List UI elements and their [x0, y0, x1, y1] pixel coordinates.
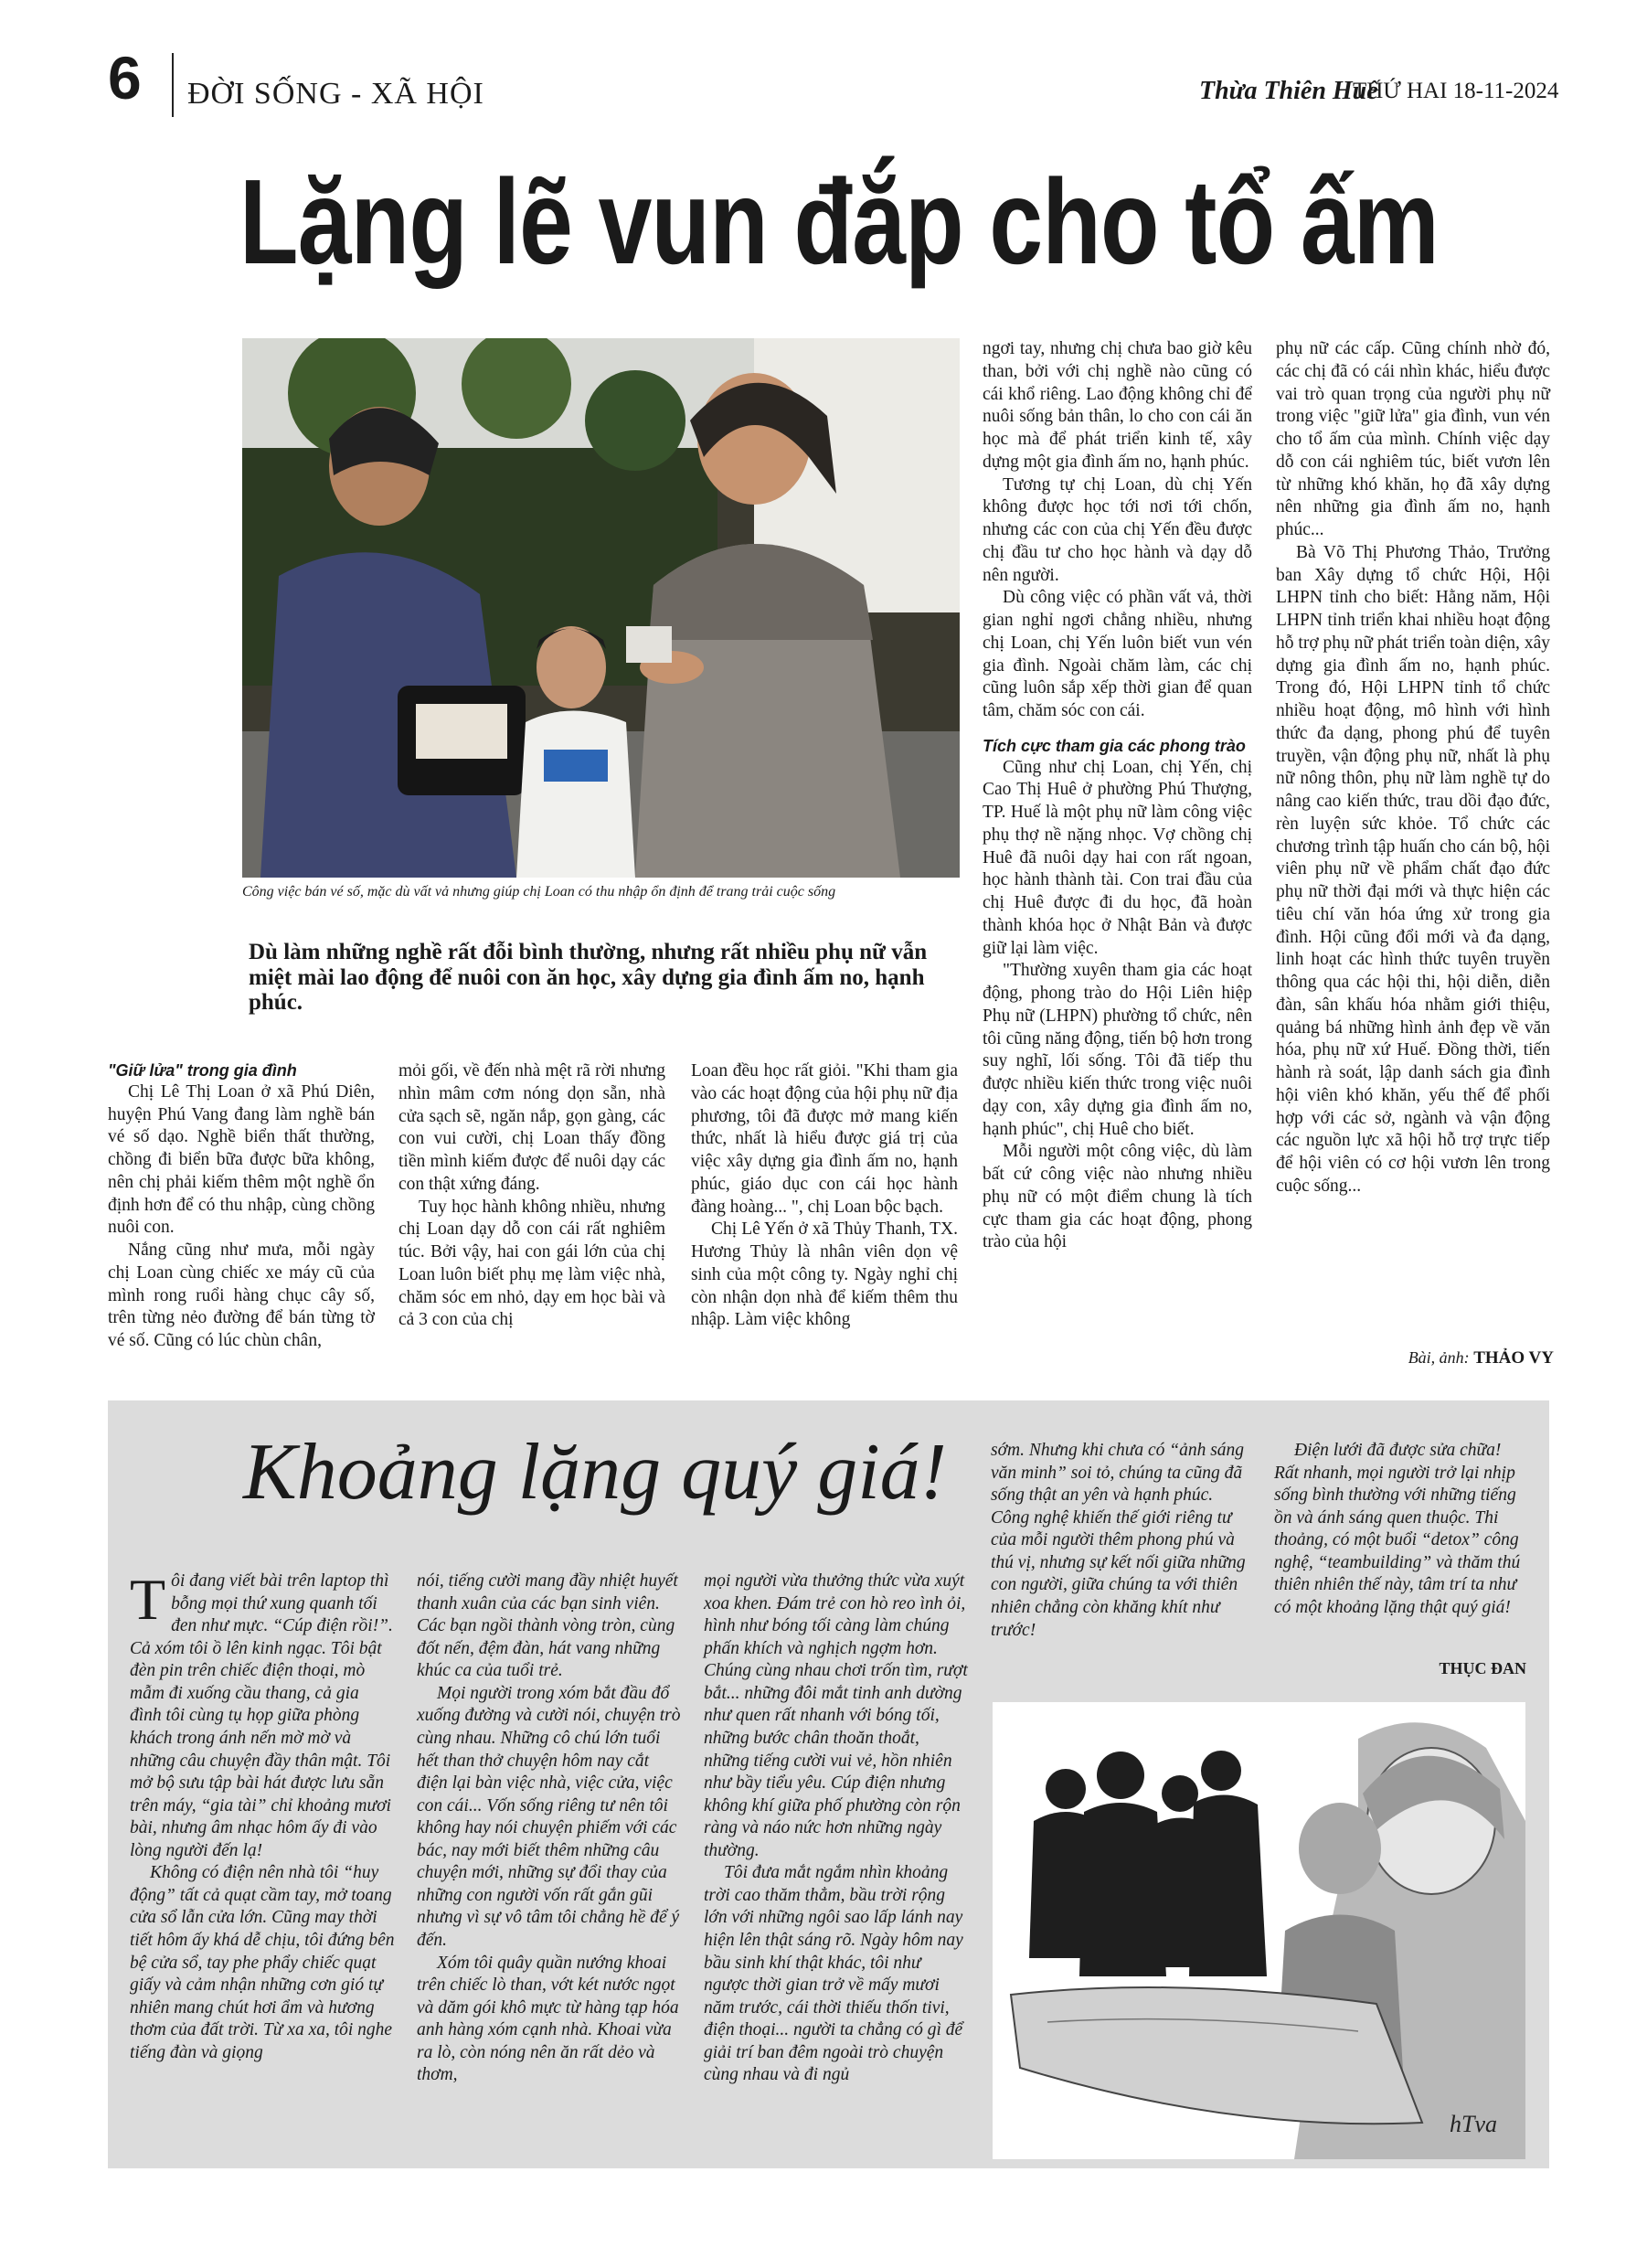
paragraph: nói, tiếng cười mang đầy nhiệt huyết thanh xuân của các bạn sinh viên. Các bạn ngồi thành vòng tròn, cùng đốt nến, đệm đàn, hát vang những khúc ca của tuổi trẻ.: [417, 1571, 678, 1681]
paragraph: sớm. Nhưng khi chưa có “ảnh sáng văn minh” soi tỏ, chúng ta cũng đã sống thật an yên và hạnh phúc. Công nghệ khiến thế giới riêng tư của mỗi người thêm phong phú và thú vị, nhưng sự kết nối giữa những con người, giữa chúng ta với thiên nhiên chẳng còn khăng khít như trước!: [991, 1441, 1246, 1640]
paragraph: Tương tự chị Loan, dù chị Yến không được học tới nơi tới chốn, nhưng các con của chị Yến đều được chị đầu tư cho học hành và dạy dỗ nên người.: [983, 474, 1252, 585]
article-headline: Lặng lẽ vun đắp cho tổ ấm: [239, 154, 1439, 289]
subheading: Tích cực tham gia các phong trào: [983, 736, 1246, 755]
drop-cap: T: [130, 1567, 166, 1632]
byline-prefix: Bài, ảnh:: [1408, 1348, 1470, 1367]
essay-column-1: [130, 1567, 395, 2064]
paragraph: Nắng cũng như mưa, mỗi ngày chị Loan cùng chiếc xe máy cũ của mình rong ruổi hàng chục cây số, trên từng nẻo đường để bán từng tờ vé số. Cũng có lúc chùn chân,: [108, 1240, 375, 1351]
paragraph: Không có điện nên nhà tôi “huy động” tất cả quạt cầm tay, mở toang cửa sổ lẫn cửa lớn. Cũng may thời tiết hôm ấy khá dễ chịu, tôi đứng bên bệ cửa sổ, tay phe phẩy chiếc quạt giấy và cảm nhận những cơn gió tự nhiên mang chút hơi ẩm và hương thơm của đất trời. Từ xa xa, tôi nghe tiếng đàn và giọng: [130, 1863, 395, 2062]
paragraph: Bà Võ Thị Phương Thảo, Trưởng ban Xây dựng tổ chức Hội, Hội LHPN tỉnh cho biết: Hằng năm, Hội LHPN tỉnh triển khai nhiều hoạt động hỗ trợ phụ nữ phát triển toàn diện, xây dựng gia đình ấm no, hạnh phúc. Trong đó, Hội LHPN tỉnh tổ chức nhiều hoạt động, mô hình với hình thức đa dạng, phong phú để tuyên truyền, vận động phụ nữ, nhất là phụ nữ nông thôn, phụ nữ làm nghề tự do nâng cao kiến thức, trau dồi đạo đức, rèn luyện sức khỏe. Tổ chức các chương trình tập huấn cho cán bộ, hội viên phụ nữ về phẩm chất đạo đức phụ nữ thời đại mới và thực hiện các tiêu chí văn hóa ứng xử trong gia đình. Hội cũng đổi mới và đa dạng, linh hoạt các hình thức tuyên truyền thông qua các hội thi, hội diễn, diễn đàn, sân khấu hóa nhằm giới thiệu, quảng bá những hình ảnh đẹp về văn hóa, phụ nữ xứ Huế. Đồng thời, tiến hành rà soát, lập danh sách gia đình hội viên khó khăn, yếu thế để phối hợp với các sở, ngành và vận động các nguồn lực xã hội hỗ trợ trực tiếp để hội viên có cơ hội vươn lên trong cuộc sống...: [1276, 542, 1550, 1196]
paragraph: ngơi tay, nhưng chị chưa bao giờ kêu than, bởi với chị nghề nào cũng có cái khổ riêng. Lao động không chỉ để nuôi sống bản thân, lo cho con cái ăn học mà để phát triển kinh tế, xây dựng một gia đình ấm no, hạnh phúc.: [983, 339, 1252, 472]
paragraph: Chị Lê Yến ở xã Thủy Thanh, TX. Hương Thủy là nhân viên dọn vệ sinh của một công ty. Ngày nghỉ chị còn nhận dọn nhà để kiếm thêm thu nhập. Làm việc không: [691, 1219, 958, 1330]
byline-author: THẢO VY: [1473, 1348, 1554, 1368]
paragraph: Mọi người trong xóm bắt đầu đổ xuống đường và cười nói, chuyện trò cùng nhau. Những cô chú lớn tuổi hết than thở chuyện hôm nay cắt điện lại bàn việc nhà, việc cửa, việc con cái... Vốn sống riêng tư nên tôi không hay nói chuyện phiếm với các bác, nay mới biết thêm những câu chuyện mới, những sự đổi thay của những con người vốn rất gắn gũi nhưng vì sự vô tâm tôi chẳng hề để ý đến.: [417, 1683, 681, 1950]
header-divider: [172, 53, 174, 117]
essay-illustration: [993, 1702, 1525, 2159]
essay-column-2: [417, 1571, 682, 2087]
essay-column-5: [1274, 1440, 1521, 1620]
essay-column-3: [704, 1571, 969, 2087]
essay-column-4: [991, 1440, 1247, 1642]
paragraph: [130, 1567, 395, 1862]
article-column-5: [1276, 338, 1550, 1198]
article-byline: [1389, 1348, 1554, 1368]
essay-byline: THỤC ĐAN: [1439, 1659, 1526, 1677]
paragraph: phụ nữ các cấp. Cũng chính nhờ đó, các chị đã có cái nhìn khác, hiểu được vai trò quan trọng của người phụ nữ trong việc "giữ lửa" gia đình, vun vén cho tổ ấm của mình. Chính việc dạy dỗ con cái nghiêm túc, biết vươn lên từ những khó khăn, họ đã xây dựng nên những gia đình ấm no, hạnh phúc...: [1276, 339, 1550, 539]
section-name: ĐỜI SỐNG - XÃ HỘI: [187, 77, 484, 111]
essay-title: Khoảng lặng quý giá!: [243, 1428, 947, 1517]
article-column-1: [108, 1060, 375, 1353]
paragraph: Tôi đưa mắt ngắm nhìn khoảng trời cao thăm thẳm, bầu trời rộng lớn với những ngôi sao lấp lánh nay hiện lên thật sáng rõ. Ngày hôm nay bầu sinh khí thật khác, tôi như ngược thời gian trở về mấy mươi năm trước, cái thời thiếu thốn tivi, điện thoại... người ta chẳng có gì để giải trí ban đêm ngoài trò chuyện cùng nhau và đi ngủ: [704, 1863, 963, 2085]
subheading: "Giữ lửa" trong gia đình: [108, 1061, 297, 1080]
paragraph: Cũng như chị Loan, chị Yến, chị Cao Thị Huê ở phường Phú Thượng, TP. Huế là một phụ nữ làm công việc phụ thợ nề nặng nhọc. Vợ chồng chị Huê đã nuôi dạy hai con rất ngoan, học hành thành tài. Con trai đầu của chị Huê được đi du học, đã hoàn thành khóa học ở Nhật Bản và được giữ lại làm việc.: [983, 757, 1252, 958]
paragraph: Loan đều học rất giỏi. "Khi tham gia vào các hoạt động của hội phụ nữ địa phương, tôi đã được mở mang kiến thức, nhất là hiểu được giá trị của việc xây dựng gia đình ấm no, hạnh phúc, giáo dục con cái học hành đàng hoàng... ", chị Loan bộc bạch.: [691, 1061, 958, 1217]
paragraph: Mỗi người một công việc, dù làm bất cứ công việc nào nhưng nhiều phụ nữ có một điểm chung là tích cực tham gia các hoạt động, phong trào của hội: [983, 1142, 1252, 1252]
paragraph: Chị Lê Thị Loan ở xã Phú Diên, huyện Phú Vang đang làm nghề bán vé số dạo. Nghề biển thất thường, chồng đi biển bữa được bữa không, nên chị phải kiếm thêm một nghề ổn định hơn để có thu nhập, cùng chồng nuôi con.: [108, 1081, 375, 1238]
page-number: 6: [108, 44, 142, 112]
illustration-signature: hTva: [1450, 2111, 1497, 2137]
paragraph: mọi người vừa thưởng thức vừa xuýt xoa khen. Đám trẻ con hò reo ình ỏi, hình như bóng tối càng làm chúng phấn khích và nghịch ngợm hơn. Chúng cùng nhau chơi trốn tìm, rượt bắt... những đôi mắt tinh anh dường như quen rất nhanh với bóng tối, những bước chân thoăn thoắt, những tiếng cười vui vẻ, hồn nhiên như bầy tiểu yêu. Cúp điện nhưng không khí giữa phố phường còn rộn ràng và náo nức hơn những ngày thường.: [704, 1571, 968, 1860]
article-photo: [242, 338, 960, 878]
article-column-4: [983, 338, 1252, 1254]
paragraph: mỏi gối, về đến nhà mệt rã rời nhưng nhìn mâm cơm nóng dọn sẵn, nhà cửa sạch sẽ, ngăn nắp, gọn gàng, các con vui cười, chị Loan thấy đồng tiền mình kiếm được để nuôi dạy các con thật xứng đáng.: [398, 1061, 665, 1194]
article-lead: Dù làm những nghề rất đỗi bình thường, nhưng rất nhiều phụ nữ vẫn miệt mài lao động để nuôi con ăn học, xây dựng gia đình ấm no, hạnh phúc.: [249, 940, 928, 1015]
paragraph: Điện lưới đã được sửa chữa! Rất nhanh, mọi người trở lại nhịp sống bình thường với những tiếng ồn và ánh sáng quen thuộc. Thi thoảng, có một buổi “detox” công nghệ, “teambuilding” và thăm thú thiên nhiên thế này, tâm trí ta như có một khoảng lặng thật quý giá!: [1274, 1441, 1521, 1617]
paragraph-text: ôi đang viết bài trên laptop thì bỗng mọi thứ xung quanh tối đen như mực. “Cúp điện rồi!”. Cả xóm tôi ồ lên kinh ngạc. Tôi bật đèn pin trên chiếc điện thoại, mò mẫm đi xuống cầu thang, cả gia đình tôi cùng tụ họp giữa phòng khách trong ánh nến mờ mờ và những câu chuyện đầy thân mật. Tôi mở bộ sưu tập bài hát được lưu sẵn trên máy, “gia tài” chỉ khoảng mươi bài, nhưng âm nhạc hôm ấy đi vào lòng người đến lạ!: [130, 1571, 393, 1860]
paragraph: Dù công việc có phần vất vả, thời gian nghỉ ngơi chẳng nhiều, nhưng chị Loan, chị Yến luôn biết vun vén gia đình. Ngoài chăm làm, các chị cũng luôn sắp xếp thời gian để quan tâm, chăm sóc con cái.: [983, 588, 1252, 720]
newspaper-name: Thừa Thiên Huế: [1199, 77, 1378, 105]
paragraph: Xóm tôi quây quần nướng khoai trên chiếc lò than, vớt két nước ngọt và dăm gói khô mực từ hàng tạp hóa anh hàng xóm cạnh nhà. Khoai vừa ra lò, còn nóng nên ăn rất dẻo và thơm,: [417, 1953, 679, 2085]
paragraph: "Thường xuyên tham gia các hoạt động, phong trào do Hội Liên hiệp Phụ nữ (LHPN) phường tổ chức, nên tôi cũng năng động, tiến bộ hơn trong suy nghĩ, lối sống. Tôi đã tiếp thu được nhiều kiến thức trong việc nuôi dạy con, xây dựng gia đình ấm no, hạnh phúc", chị Huê cho biết.: [983, 961, 1252, 1139]
issue-date: THỨ HAI 18-11-2024: [1353, 79, 1559, 103]
article-column-3: [691, 1060, 958, 1332]
photo-caption: Công việc bán vé số, mặc dù vất vả nhưng giúp chị Loan có thu nhập ổn định để trang trải cuộc sống: [242, 884, 836, 900]
paragraph: Tuy học hành không nhiều, nhưng chị Loan dạy dỗ con cái rất nghiêm túc. Bởi vậy, hai con gái lớn của chị Loan luôn biết phụ mẹ làm việc nhà, chăm sóc em nhỏ, dạy em học bài và cả 3 con của chị: [398, 1197, 665, 1330]
article-column-2: [398, 1060, 665, 1332]
